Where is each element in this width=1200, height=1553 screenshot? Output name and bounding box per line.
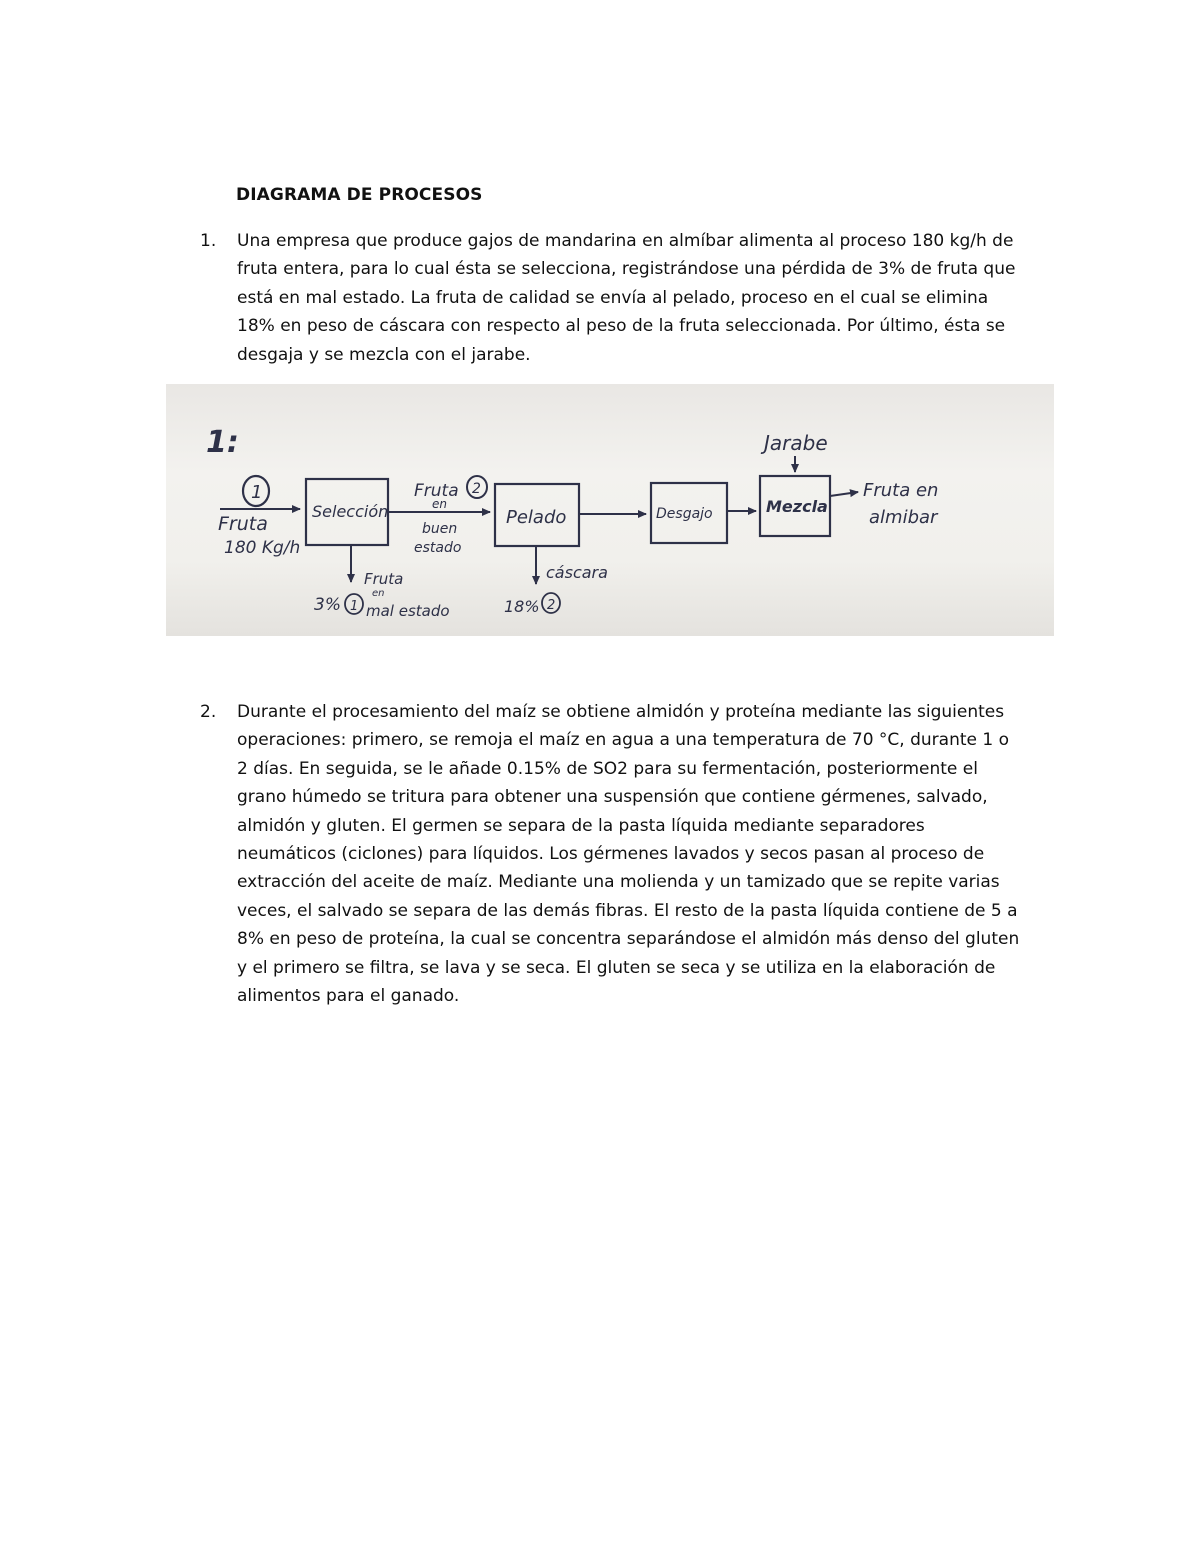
problem-1: [200, 227, 1040, 369]
stream-1-marker: [243, 476, 269, 506]
peeling-box-label: Pelado: [506, 507, 567, 528]
mixing-box: [760, 476, 830, 536]
bad-fruit-mal-estado: mal estado: [366, 602, 450, 620]
mixing-box-label: Mezcla: [766, 497, 828, 516]
good-fruit-label: Fruta: [414, 481, 459, 501]
process-diagram: [166, 384, 1054, 636]
text-line: fruta entera, para lo cual ésta se selecciona, registrándose una pérdida de 3% de fruta que: [237, 259, 1016, 280]
product-label-line1: Fruta en: [863, 480, 939, 501]
product-label-line2: almibar: [869, 507, 938, 528]
stream-2-peel-number: 2: [547, 598, 556, 613]
text-line: extracción del aceite de maíz. Mediante una molienda y un tamizado que se repite varias: [237, 872, 1000, 893]
feed-label: Fruta: [218, 513, 268, 535]
problem-2-text: [237, 698, 1037, 1010]
good-fruit-en: en: [432, 497, 447, 511]
text-line: 2 días. En seguida, se le añade 0.15% de SO2 para su fermentación, posteriormente el: [237, 758, 978, 779]
syrup-label: Jarabe: [764, 431, 828, 455]
feed-rate-label: 180 Kg/h: [224, 538, 301, 558]
hand-drawn-process-diagram-photo: [166, 384, 1054, 636]
text-line: Durante el procesamiento del maíz se obtiene almidón y proteína mediante las siguientes: [237, 702, 1005, 722]
text-line: está en mal estado. La fruta de calidad se envía al pelado, proceso en el cual se elimina: [237, 287, 989, 308]
product-arrow: [830, 492, 858, 496]
desgajo-box: [651, 483, 727, 543]
peeling-box: [495, 484, 579, 546]
text-line: 18% en peso de cáscara con respecto al peso de la fruta seleccionada. Por último, ésta se: [237, 316, 1006, 337]
stream-2-number: 2: [472, 481, 481, 497]
text-line: Una empresa que produce gajos de mandarina en almíbar alimenta al proceso 180 kg/h de: [237, 231, 1014, 251]
problem-2-number: 2.: [200, 702, 217, 722]
stream-2-peel-marker: [542, 593, 560, 613]
text-line: desgaja y se mezcla con el jarabe.: [237, 344, 531, 365]
problem-1-number: 1.: [200, 231, 217, 251]
stream-1-bad-number: 1: [350, 599, 359, 614]
good-fruit-buen: buen: [422, 521, 458, 537]
bad-fruit-pct: 3%: [314, 595, 341, 615]
text-line: operaciones: primero, se remoja el maíz en agua a una temperatura de 70 °C, durante 1 o: [237, 730, 1009, 751]
stream-2-marker: [467, 476, 487, 498]
problem-1-text: [237, 227, 1037, 369]
document-title: DIAGRAMA DE PROCESOS: [236, 185, 483, 205]
selection-box-label: Selección: [312, 502, 389, 521]
text-line: 8% en peso de proteína, la cual se concentra separándose el almidón más denso del gluten: [237, 929, 1020, 950]
text-line: veces, el salvado se separa de las demás fibras. El resto de la pasta líquida contiene de 5 a: [237, 900, 1018, 921]
text-line: grano húmedo se tritura para obtener una suspensión que contiene gérmenes, salvado,: [237, 787, 988, 808]
text-line: neumáticos (ciclones) para líquidos. Los gérmenes lavados y secos pasan al proceso de: [237, 844, 985, 865]
stream-1-bad-marker: [345, 594, 363, 614]
problem-2: [200, 698, 1040, 1010]
bad-fruit-en: en: [372, 588, 385, 599]
peel-pct: 18%: [504, 597, 540, 616]
desgajo-box-label: Desgajo: [656, 506, 713, 522]
stream-1-number: 1: [251, 482, 263, 503]
text-line: alimentos para el ganado.: [237, 986, 460, 1007]
bad-fruit-label: Fruta: [364, 570, 404, 588]
good-fruit-estado: estado: [414, 540, 462, 556]
peel-label: cáscara: [546, 563, 608, 582]
selection-box: [306, 479, 388, 545]
sketch-problem-label: 1:: [206, 425, 239, 460]
text-line: almidón y gluten. El germen se separa de la pasta líquida mediante separadores: [237, 815, 925, 836]
text-line: y el primero se filtra, se lava y se seca. El gluten se seca y se utiliza en la elaboración de: [237, 957, 996, 978]
